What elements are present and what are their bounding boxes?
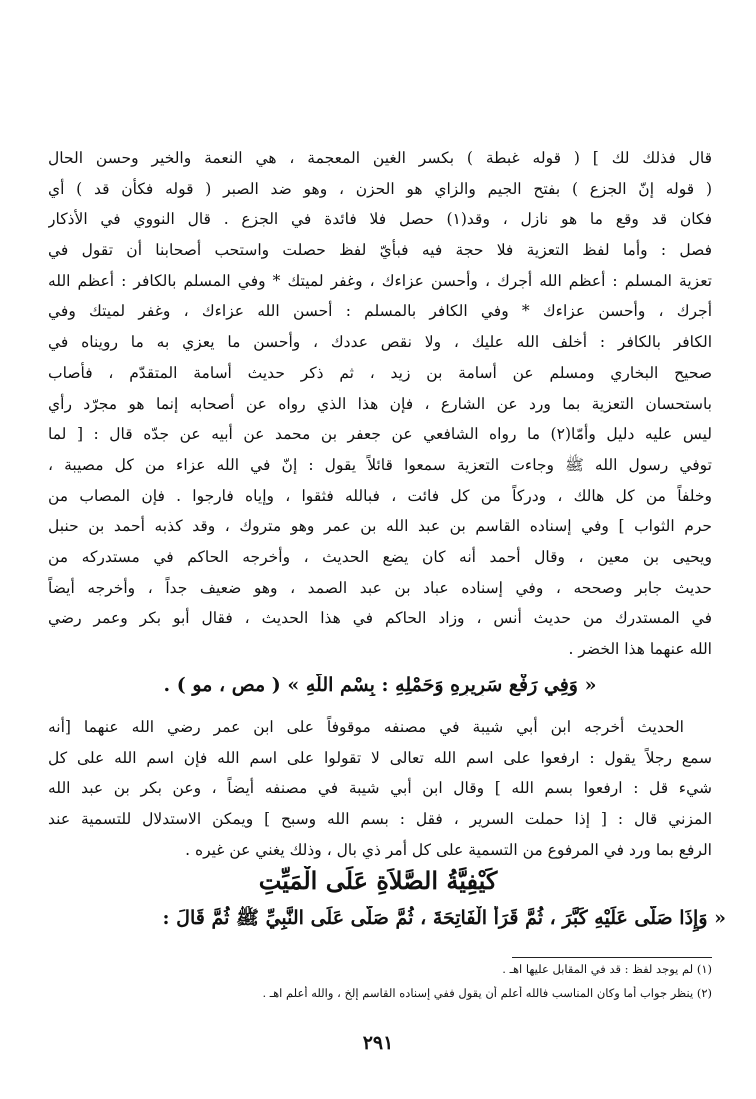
page-number: ٢٩١: [362, 1032, 394, 1054]
matn-heading-2: « وَإِذَا صَلَّى عَلَيْهِ كَبَّرَ ، ثُمَّ قَرَأَ الْفَاتِحَةَ ، ثُمَّ صَلَّى عَلَى النَّبِيِّ ﷺ ثُمَّ قَالَ :: [162, 907, 726, 929]
text-line: شيء قل : ارفعوا بسم الله ] وقال ابن أبي شيبة في مصنفه أيضاً ، وعن بكر بن عبد الله: [48, 779, 712, 798]
text-line: سمع رجلاً يقول : ارفعوا على اسم الله تعالى لا تقولوا على اسم الله فإن اسم الله على كل: [48, 748, 712, 767]
text-line: ليس عليه دليل وأمّا(٢) ما رواه الشافعي عن جعفر بن محمد عن أبيه عن جدّه قال : [ لما: [48, 425, 712, 444]
text-line: وخلفاً من كل هالك ، ودركاً من كل فائت ، فبالله فثقوا ، وإياه فارجوا . فإن المصاب من: [48, 486, 712, 505]
text-line: توفي رسول الله ﷺ وجاءت التعزية سمعوا قائلاً يقول : إنّ في الله عزاء من كل مصيبة ،: [48, 455, 712, 474]
text-line: في المستدرك من حديث أنس ، وزاد الحاكم في هذا الحديث ، فقال أبو بكر وعمر رضي: [48, 609, 712, 628]
text-line: ويحيى بن معين ، وقال أحمد أنه كان يضع الحديث ، وأخرجه الحاكم في مستدركه من: [48, 547, 712, 566]
text-line: قال فذلك لك ] ( قوله غبطة ) بكسر الغين المعجمة ، هي النعمة والخير وحسن الحال: [48, 149, 712, 167]
text-line: فصل : وأما لفظ التعزية فلا حجة فيه فبأيّ لفظ حصلت واستحب أصحابنا أن تقول في: [48, 241, 712, 260]
footnote-1: (١) لم يوجد لفظ : قد في المقابل عليها اهـ .: [502, 962, 712, 976]
text-line: أجرك ، وأحسن عزاءك * وفي الكافر بالمسلم : أحسن الله عزاءك ، وغفر لميتك وفي: [48, 302, 712, 321]
text-line: فكان قد وقع ما هو نازل ، وقد(١) حصل فلا فائدة في الجزع . قال النووي في الأذكار: [48, 210, 712, 229]
matn-heading-1: « وَفِي رَفْعِ سَرِيرِهِ وَحَمْلِهِ : بِسْمِ اللَّهِ » ( مص ، مو ) .: [163, 674, 597, 696]
commentary-block-1: [48, 143, 712, 665]
text-line: الرفع بما ورد في المرفوع من التسمية على كل أمر ذي بال ، وذلك يغني عن غيره .: [185, 840, 712, 859]
text-line: الكافر بالكافر : أخلف الله عليك ، ولا نقص عددك ، وأحسن ما يعزي به ما رويناه في: [48, 333, 712, 352]
text-line: حديث جابر وصححه ، وفي إسناده عباد بن عبد الصمد ، وهو ضعيف جداً ، وأخرجه أيضاً: [48, 578, 712, 597]
text-line: الله عنهما هذا الخضر .: [568, 640, 712, 658]
text-line: الحديث أخرجه ابن أبي شيبة في مصنفه موقوفاً على ابن عمر رضي الله عنهما [أنه: [48, 718, 684, 736]
text-line: ( قوله إنّ الجزع ) بفتح الجيم والزاي هو الحزن ، وهو ضد الصبر ( قوله فكأن قد ) أي: [48, 179, 712, 198]
text-line: تعزية المسلم : أعظم الله أجرك ، وأحسن عزاءك ، وغفر لميتك * وفي المسلم بالكافر : أعظم الله: [48, 271, 712, 290]
footnote-2: (٢) ينظر جواب أما وكان المناسب فالله أعلم أن يقول ففي إسناده القاسم إلخ ، والله أعلم اهـ .: [262, 986, 712, 1000]
text-line: باستحسان التعزية بما ورد عن الشارع ، فإن هذا الذي رواه عن أصحابه إنما هو مجرّد رأي: [48, 394, 712, 413]
chapter-title: كَيْفِيَّةُ الصَّلاَةِ عَلَى الْمَيِّتِ: [258, 866, 498, 895]
text-line: صحيح البخاري ومسلم عن أسامة بن زيد ، ثم ذكر حديث أسامة المتقدّم ، فأصاب: [48, 363, 712, 382]
footnote-separator: [512, 957, 712, 958]
commentary-block-2: [48, 712, 712, 865]
text-line: المزني قال : [ إذا حملت السرير ، فقل : بسم الله وسبح ] ويمكن الاستدلال للتسمية عند: [48, 810, 712, 829]
text-line: حرم الثواب ] وفي إسناده القاسم بن عبد الله بن عمر وهو متروك ، وقد كذبه أحمد بن حنبل: [48, 517, 712, 536]
